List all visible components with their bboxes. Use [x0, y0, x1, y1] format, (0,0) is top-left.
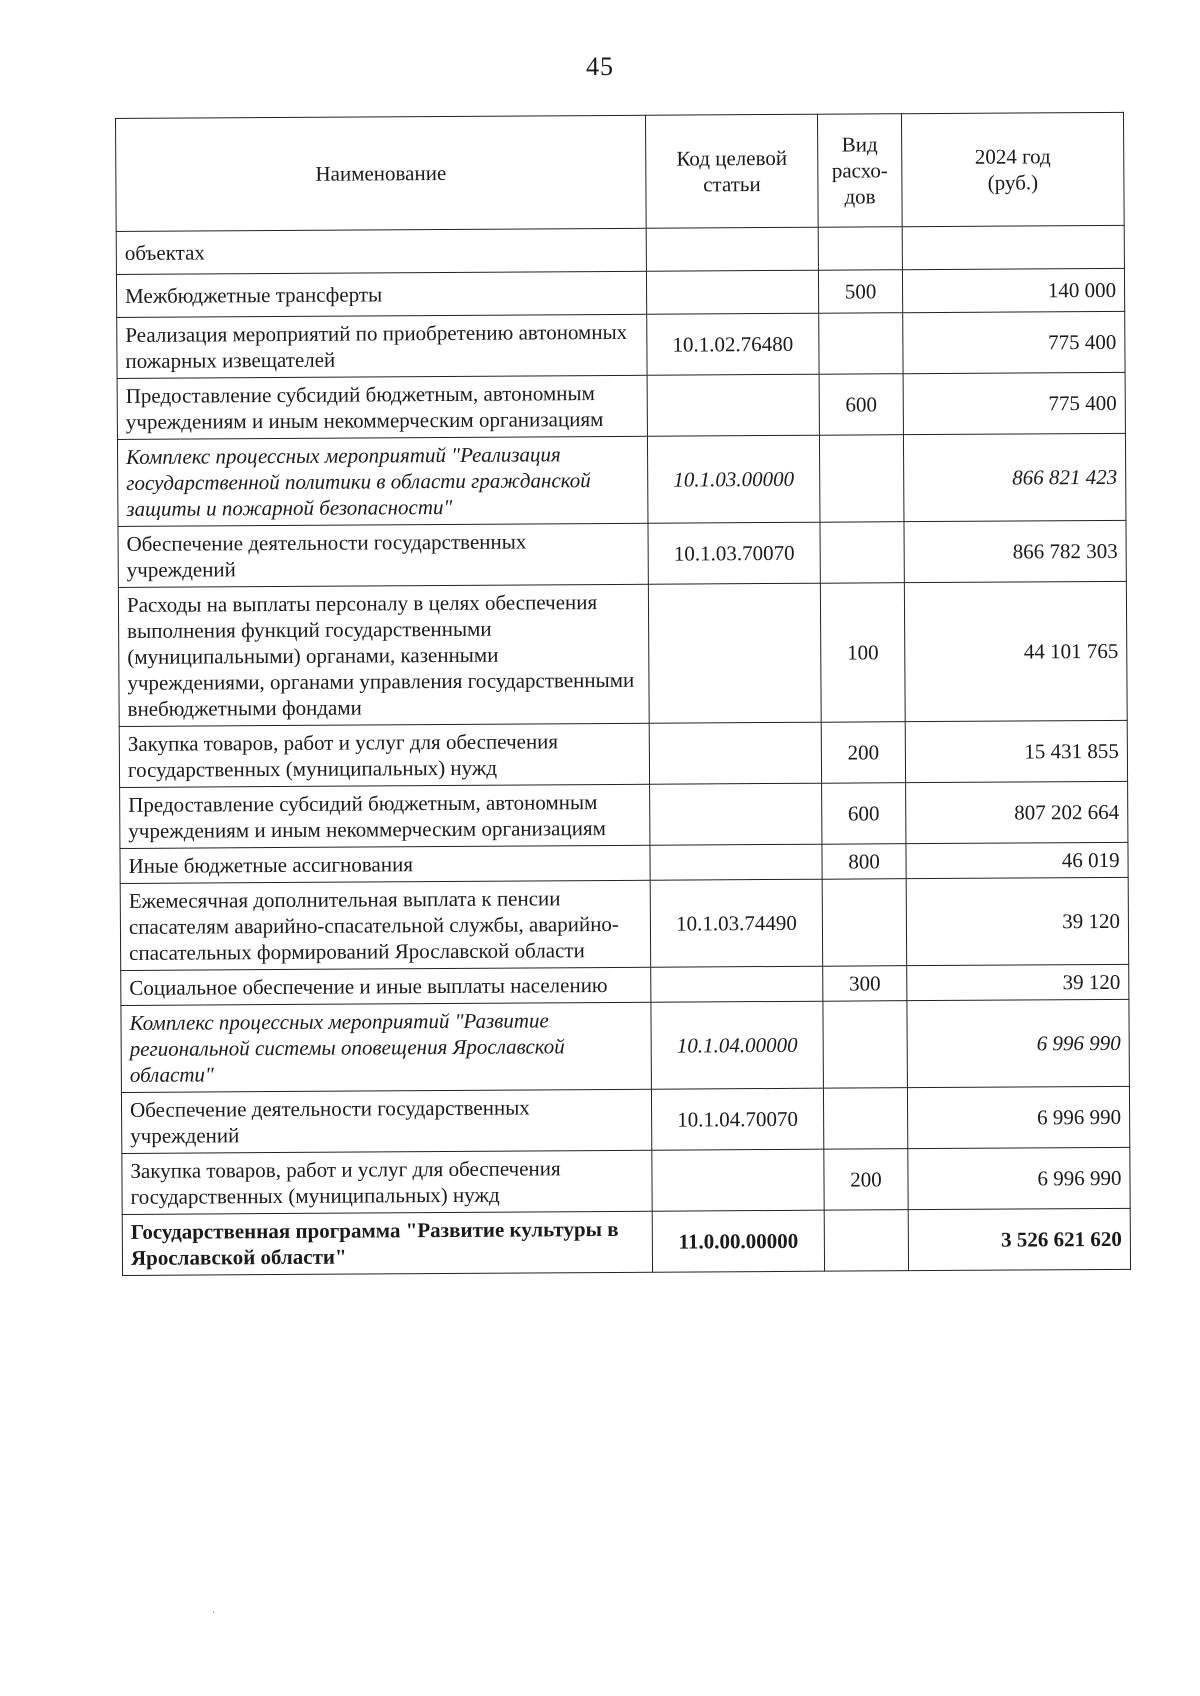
cell-kind: 300 — [823, 966, 907, 1002]
cell-kind: 600 — [822, 783, 906, 845]
table-row — [120, 781, 1128, 848]
cell-name: Предоставление субсидий бюджетным, автономным учреждениям и иным некоммерческим организациям — [120, 784, 650, 848]
cell-name: Комплекс процессных мероприятий "Реализация государственной политики в области гражданской защиты и пожарной безопасности" — [117, 436, 648, 526]
header-kind — [817, 114, 902, 228]
cell-name: Обеспечение деятельности государственных учреждений — [121, 1089, 651, 1153]
cell-code: 11.0.00.00000 — [652, 1210, 824, 1272]
page-number: 45 — [586, 52, 614, 81]
cell-name: Иные бюджетные ассигнования — [120, 845, 650, 883]
table-row — [116, 225, 1124, 274]
cell-kind — [820, 522, 904, 584]
cell-name: Расходы на выплаты персоналу в целях обеспечения выполнения функций государственными (муниципальными) органами, казенными учреждениями, органами управления государственными внебюджетными фондами — [118, 584, 649, 726]
cell-name: Социальное обеспечение и иные выплаты населению — [121, 967, 651, 1005]
table-row — [122, 1147, 1130, 1214]
cell-amount: 775 400 — [903, 311, 1125, 373]
cell-kind: 200 — [821, 722, 905, 784]
cell-code: 10.1.04.70070 — [651, 1088, 823, 1150]
table-row — [116, 268, 1124, 317]
table-row — [118, 520, 1126, 587]
cell-kind — [822, 879, 907, 967]
cell-amount: 15 431 855 — [905, 720, 1127, 782]
table-row — [119, 720, 1127, 787]
cell-kind — [824, 1210, 908, 1272]
cell-name: Комплекс процессных мероприятий "Развитие региональной системы оповещения Ярославской области" — [121, 1002, 652, 1092]
cell-amount: 46 019 — [906, 842, 1128, 878]
cell-kind — [823, 1001, 908, 1089]
table-row — [117, 372, 1125, 439]
cell-amount: 39 120 — [906, 877, 1129, 965]
cell-code: 10.1.02.76480 — [647, 313, 819, 375]
cell-code: 10.1.03.70070 — [648, 522, 820, 584]
cell-kind: 600 — [819, 374, 903, 436]
cell-amount: 6 996 990 — [907, 1086, 1129, 1148]
table-row — [121, 999, 1130, 1092]
cell-code — [650, 844, 822, 880]
cell-kind — [823, 1088, 907, 1150]
cell-kind: 100 — [820, 583, 905, 723]
header-code-text: Код целевой статьи — [676, 145, 788, 197]
cell-code — [646, 270, 818, 314]
table-header-row — [116, 112, 1125, 231]
cell-name: Закупка товаров, работ и услуг для обеспечения государственных (муниципальных) нужд — [122, 1150, 652, 1214]
cell-code — [652, 1149, 824, 1211]
cell-amount: 140 000 — [902, 268, 1124, 312]
table-body — [116, 225, 1130, 1275]
table-row — [121, 1086, 1129, 1153]
cell-amount: 866 782 303 — [904, 520, 1126, 582]
cell-amount: 775 400 — [903, 372, 1125, 434]
cell-kind: 200 — [824, 1149, 908, 1211]
cell-amount: 6 996 990 — [907, 999, 1130, 1087]
cell-name: Государственная программа "Развитие культуры в Ярославской области" — [122, 1211, 652, 1275]
table-row — [118, 581, 1127, 726]
cell-amount — [902, 225, 1124, 269]
cell-code — [646, 227, 818, 271]
cell-code — [648, 583, 821, 723]
budget-table — [115, 112, 1131, 1276]
header-kind-text: Вид расхо-дов — [831, 132, 888, 209]
header-amount — [901, 112, 1124, 226]
cell-name: Обеспечение деятельности государственных учреждений — [118, 523, 648, 587]
cell-amount: 807 202 664 — [906, 781, 1128, 843]
header-name: Наименование — [116, 115, 647, 231]
cell-amount: 866 821 423 — [903, 433, 1126, 521]
cell-name: Закупка товаров, работ и услуг для обеспечения государственных (муниципальных) нужд — [119, 723, 649, 787]
header-amount-text: 2024 год (руб.) — [974, 144, 1051, 195]
table-row — [117, 433, 1126, 526]
header-code — [645, 114, 818, 228]
cell-name: Реализация мероприятий по приобретению автономных пожарных извещателей — [117, 314, 647, 378]
table-row — [120, 877, 1129, 970]
cell-code — [649, 722, 821, 784]
cell-kind — [818, 227, 902, 271]
scan-mark: · — [212, 1608, 216, 1619]
cell-amount: 6 996 990 — [908, 1147, 1130, 1209]
cell-kind: 500 — [818, 270, 902, 314]
table-row — [122, 1208, 1130, 1275]
cell-code: 10.1.04.00000 — [651, 1001, 824, 1089]
cell-name: объектах — [116, 228, 646, 274]
cell-code: 10.1.03.74490 — [650, 879, 823, 967]
cell-code — [651, 966, 823, 1002]
cell-name: Предоставление субсидий бюджетным, автономным учреждениям и иным некоммерческим организациям — [117, 375, 647, 439]
cell-amount: 3 526 621 620 — [908, 1208, 1130, 1270]
cell-amount: 44 101 765 — [904, 581, 1127, 721]
cell-code — [650, 783, 822, 845]
cell-code — [647, 374, 819, 436]
cell-kind — [819, 313, 903, 375]
cell-name: Межбюджетные трансферты — [116, 271, 646, 317]
cell-kind — [819, 435, 904, 523]
cell-name: Ежемесячная дополнительная выплата к пенсии спасателям аварийно-спасательной службы, аварийно-спасательных формирований Ярославской области — [120, 880, 651, 970]
cell-code: 10.1.03.00000 — [647, 435, 820, 523]
cell-amount: 39 120 — [907, 964, 1129, 1000]
table-row — [117, 311, 1125, 378]
cell-kind: 800 — [822, 844, 906, 880]
